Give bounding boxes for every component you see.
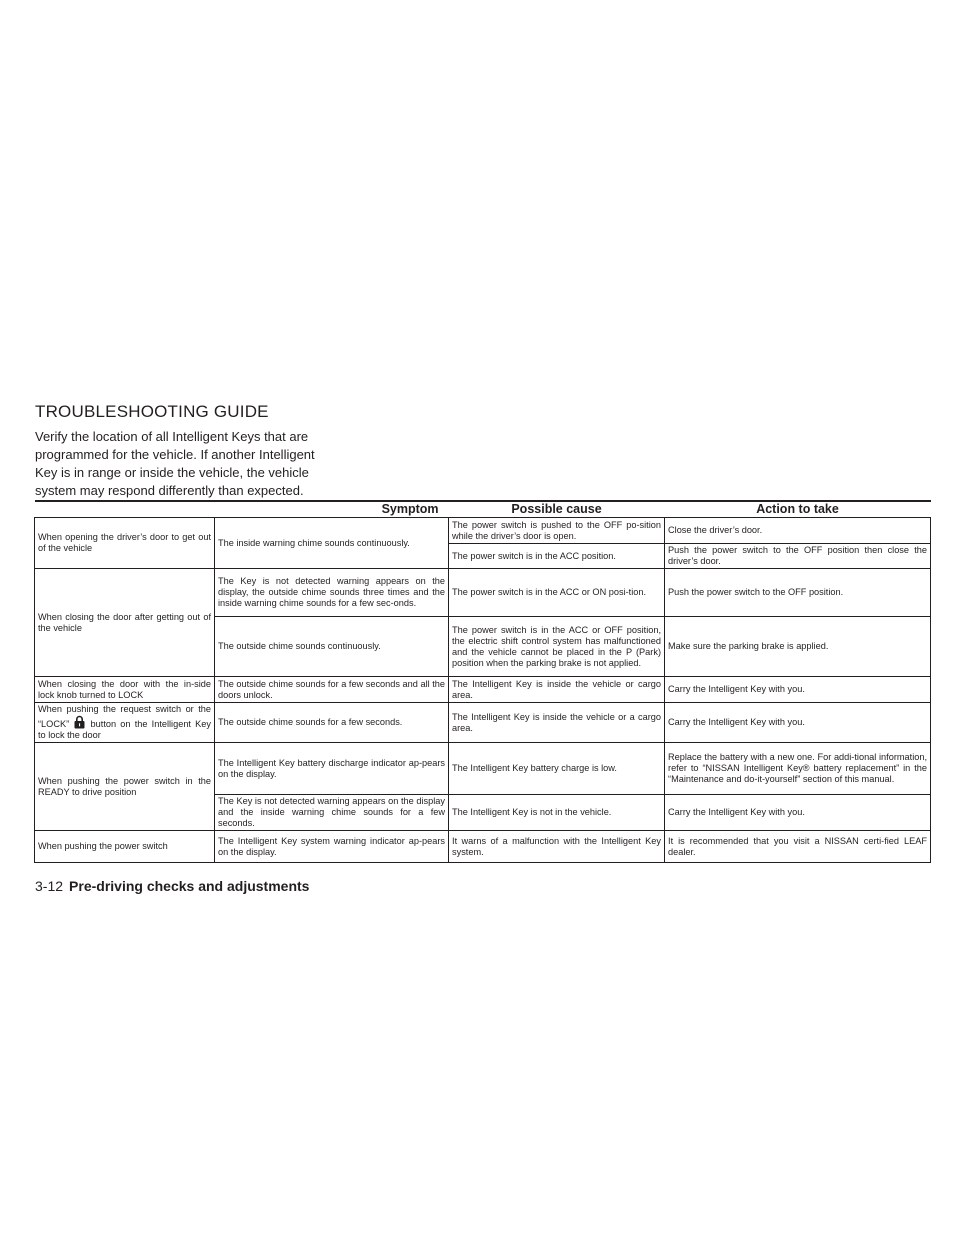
table-row [35, 703, 931, 743]
symptom-text-part1: When pushing the request switch or the “LOCK” [38, 704, 211, 729]
lock-icon [73, 715, 86, 729]
symptom-text-part2: button on the Intelligent Key to lock the door [38, 719, 212, 740]
table-row [35, 518, 931, 544]
table-header-row [35, 501, 931, 518]
action-cell: Replace the battery with a new one. For addi-tional information, refer to “NISSAN Intelligent Key® battery replacement” in the “Maintenance and do-it-yourself” section of this manual. [665, 743, 931, 795]
action-cell: Make sure the parking brake is applied. [665, 617, 931, 677]
cause-cell: The power switch is in the ACC or OFF position, the electric shift control system has malfunctioned and the vehicle cannot be placed in the P (Park) position when the parking brake is not applied. [449, 617, 665, 677]
action-cell: Push the power switch to the OFF position then close the driver’s door. [665, 544, 931, 569]
action-cell: Carry the Intelligent Key with you. [665, 677, 931, 703]
symptom-cell: When pushing the power switch [35, 831, 215, 863]
table-row [35, 569, 931, 617]
cause-cell: The Intelligent Key is not in the vehicle. [449, 795, 665, 831]
symptom-detail-cell: The Intelligent Key system warning indicator ap-pears on the display. [215, 831, 449, 863]
action-cell: Carry the Intelligent Key with you. [665, 703, 931, 743]
header-action-to-take: Action to take [665, 501, 931, 518]
symptom-detail-cell: The outside chime sounds for a few seconds and all the doors unlock. [215, 677, 449, 703]
header-symptom: Symptom [35, 501, 449, 518]
cause-cell: The Intelligent Key is inside the vehicle or a cargo area. [449, 703, 665, 743]
symptom-cell: When pushing the power switch in the READY to drive position [35, 743, 215, 831]
troubleshooting-table [34, 500, 931, 863]
cause-cell: The power switch is in the ACC position. [449, 544, 665, 569]
header-possible-cause: Possible cause [449, 501, 665, 518]
page-footer [35, 878, 309, 894]
symptom-detail-cell: The Key is not detected warning appears on the display and the inside warning chime sounds for a few seconds. [215, 795, 449, 831]
page-number: 3-12 [35, 878, 64, 894]
cause-cell: The Intelligent Key is inside the vehicle or cargo area. [449, 677, 665, 703]
symptom-detail-cell: The Intelligent Key battery discharge indicator ap-pears on the display. [215, 743, 449, 795]
symptom-cell: When closing the door with the in-side lock knob turned to LOCK [35, 677, 215, 703]
cause-cell: The power switch is pushed to the OFF po-sition while the driver’s door is open. [449, 518, 665, 544]
section-title: TROUBLESHOOTING GUIDE [35, 402, 269, 421]
symptom-detail-cell: The outside chime sounds continuously. [215, 617, 449, 677]
symptom-detail-cell: The inside warning chime sounds continuously. [215, 518, 449, 569]
cause-cell: The power switch is in the ACC or ON posi-tion. [449, 569, 665, 617]
cause-cell: It warns of a malfunction with the Intelligent Key system. [449, 831, 665, 863]
table-row [35, 743, 931, 795]
table-row [35, 677, 931, 703]
action-cell: It is recommended that you visit a NISSAN certi-fied LEAF dealer. [665, 831, 931, 863]
action-cell: Close the driver’s door. [665, 518, 931, 544]
intro-paragraph: Verify the location of all Intelligent Keys that are programmed for the vehicle. If another Intelligent Key is in range or inside the vehicle, the vehicle system may respond differently than expected. [35, 429, 315, 498]
symptom-detail-cell: The outside chime sounds for a few seconds. [215, 703, 449, 743]
symptom-cell [35, 703, 215, 743]
action-cell: Push the power switch to the OFF position. [665, 569, 931, 617]
symptom-detail-cell: The Key is not detected warning appears on the display, the outside chime sounds three times and the inside warning chime sounds for a few sec-onds. [215, 569, 449, 617]
symptom-cell: When opening the driver’s door to get out of the vehicle [35, 518, 215, 569]
symptom-cell: When closing the door after getting out of the vehicle [35, 569, 215, 677]
table-row [35, 831, 931, 863]
chapter-title: Pre-driving checks and adjustments [69, 878, 310, 894]
cause-cell: The Intelligent Key battery charge is low. [449, 743, 665, 795]
action-cell: Carry the Intelligent Key with you. [665, 795, 931, 831]
